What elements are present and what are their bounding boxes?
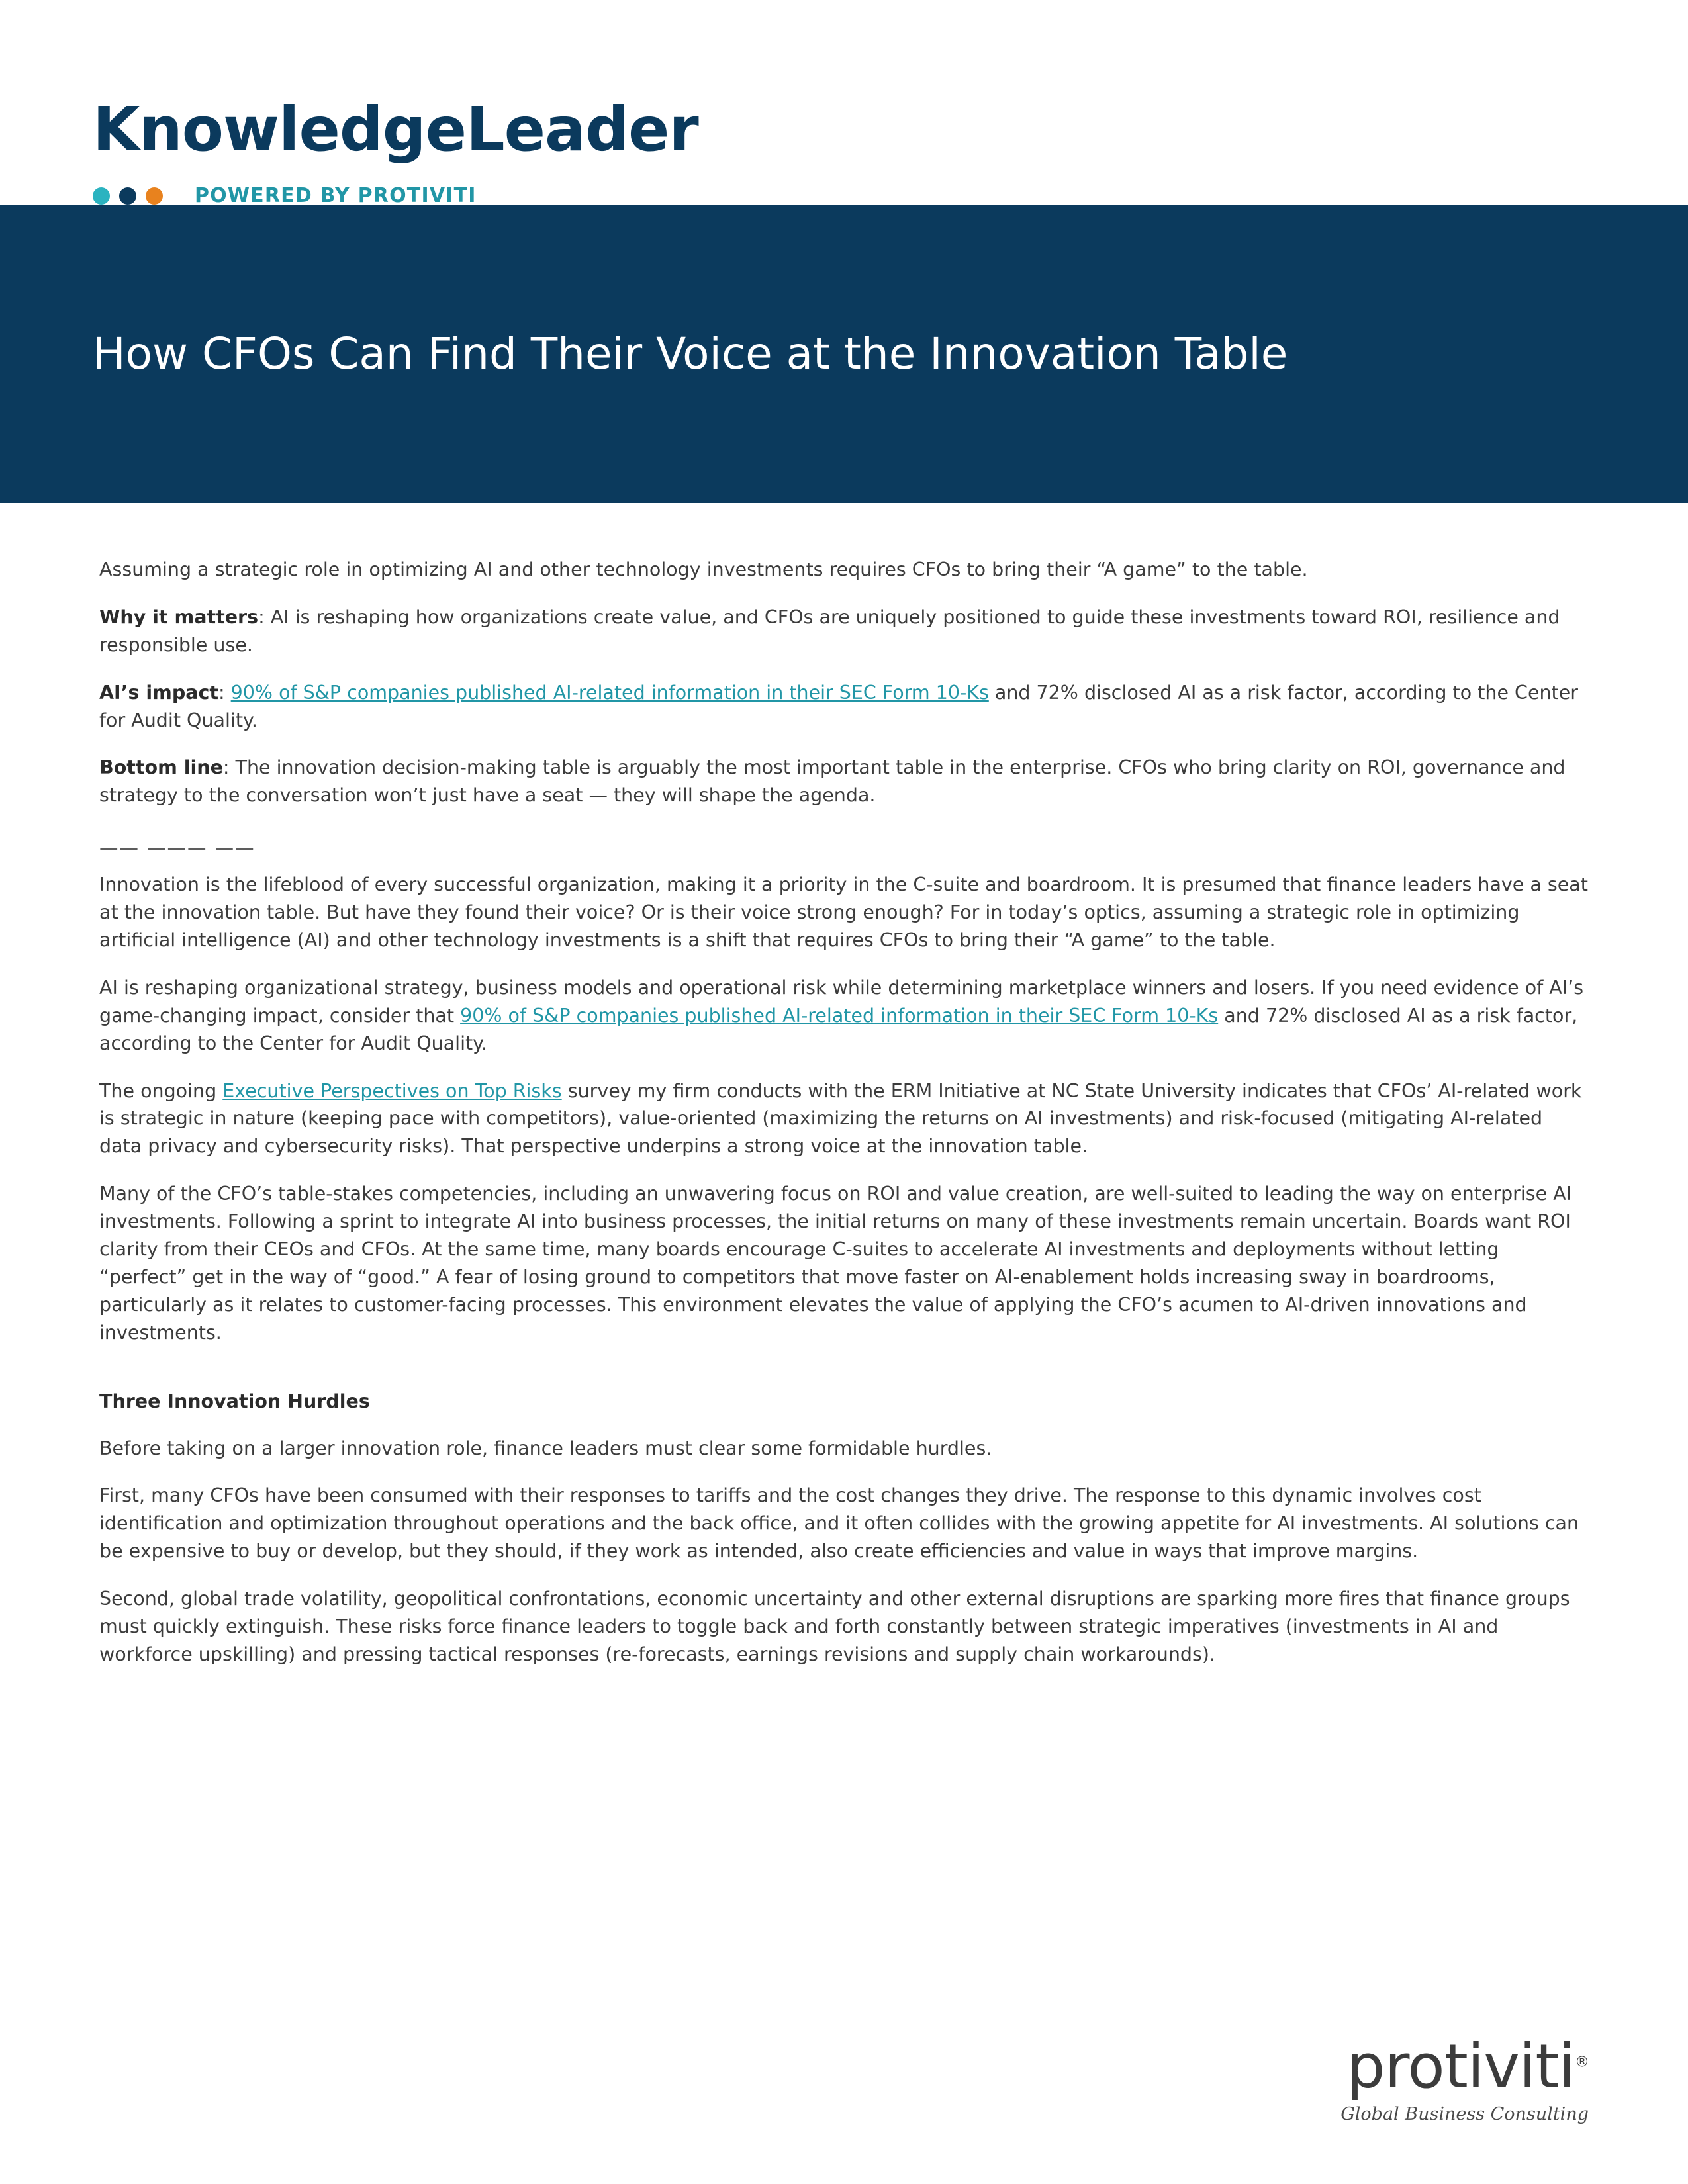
paragraph-3: [99, 1077, 1589, 1161]
paragraph-3-pre: The ongoing: [99, 1079, 223, 1102]
paragraph-1: Innovation is the lifeblood of every successful organization, making it a priority in the C-suite and boardroom. It is presumed that finance leaders have a seat at the innovation table. But have they found their voice? Or is their voice strong enough? For in today’s optics, assuming a strategic role in optimizing artificial intelligence (AI) and other technology investments is a shift that requires CFOs to bring their “A game” to the table.: [99, 874, 1588, 952]
protiviti-wordmark: [1340, 2031, 1589, 2102]
why-it-matters-paragraph: [99, 604, 1589, 659]
page-title: How CFOs Can Find Their Voice at the Innovation Table: [93, 328, 1288, 380]
paragraph-4: Many of the CFO’s table-stakes competencies, including an unwavering focus on ROI and value creation, are well-suited to leading the way on enterprise AI investments. Following a sprint to integrate AI into business processes, the initial returns on many of these investments remain uncertain. Boards want ROI clarity from their CEOs and CFOs. At the same time, many boards encourage C-suites to accelerate AI investments and deployments without letting “perfect” get in the way of “good.” A fear of losing ground to competitors that move faster on AI-enablement holds increasing sway in boardrooms, particularly as it relates to customer-facing processes. This environment elevates the value of applying the CFO’s acumen to AI-driven innovations and investments.: [99, 1183, 1572, 1343]
ai-impact-paragraph: [99, 679, 1589, 735]
paragraph-5: Before taking on a larger innovation role, finance leaders must clear some formidable hurdles.: [99, 1437, 992, 1459]
executive-perspectives-link[interactable]: Executive Perspectives on Top Risks: [222, 1079, 562, 1102]
bottom-line-text: : The innovation decision-making table is arguably the most important table in the enterprise. CFOs who bring clarity on ROI, governance and strategy to the conversation won’t just have a seat — they will shape the agenda.: [99, 756, 1566, 807]
paragraph-7: Second, global trade volatility, geopolitical confrontations, economic uncertainty and other external disruptions are sparking more fires that finance groups must quickly extinguish. These risks force finance leaders to toggle back and forth constantly between strategic imperatives (investments in AI and workforce upskilling) and pressing tactical responses (re-forecasts, earnings revisions and supply chain workarounds).: [99, 1588, 1570, 1665]
paragraph-3-post: survey my firm conducts with the ERM Initiative at NC State University indicates that CFOs’ AI-related work is strategic in nature (keeping pace with competitors), value-oriented (maximizing the returns on AI investments) and risk-focused (mitigating AI-related data privacy and cybersecurity risks). That perspective underpins a strong voice at the innovation table.: [99, 1079, 1582, 1158]
paragraph-2-post: and 72% disclosed AI as a risk factor, according to the Center for Audit Quality.: [99, 1004, 1578, 1054]
section-heading: Three Innovation Hurdles: [99, 1390, 370, 1412]
title-banner: [0, 205, 1688, 503]
lede-paragraph: Assuming a strategic role in optimizing AI and other technology investments requires CFOs to bring their “A game” to the table.: [99, 559, 1308, 580]
section-divider: —— ——— ——: [99, 837, 256, 860]
paragraph-2-pre: AI is reshaping organizational strategy, business models and operational risk while determining marketplace winners and losers. If you need evidence of AI’s game-changing impact, consider that: [99, 976, 1584, 1026]
bottom-line-label: Bottom line: [99, 756, 223, 779]
why-it-matters-text: : AI is reshaping how organizations create value, and CFOs are uniquely positioned to guide these investments toward ROI, resilience and responsible use.: [99, 606, 1560, 656]
protiviti-tagline: Global Business Consulting: [1340, 2104, 1589, 2124]
sp-companies-link[interactable]: 90% of S&P companies published AI-related information in their SEC Form 10-Ks: [460, 1004, 1219, 1026]
paragraph-2: [99, 974, 1589, 1058]
dot-teal-icon: [93, 187, 110, 205]
ai-impact-post: and 72% disclosed AI as a risk factor, according to the Center for Audit Quality.: [99, 681, 1578, 731]
paragraph-6: First, many CFOs have been consumed with their responses to tariffs and the cost changes they drive. The response to this dynamic involves cost identification and optimization throughout operations and the back office, and it often collides with the growing appetite for AI investments. AI solutions can be expensive to buy or develop, but they should, if they work as intended, also create efficiencies and value in ways that improve margins.: [99, 1484, 1579, 1563]
powered-by-label: POWERED BY PROTIVITI: [195, 184, 477, 207]
brand-subtitle-row: [93, 184, 1688, 207]
page-header: [0, 0, 1688, 205]
dot-navy-icon: [119, 187, 136, 205]
protiviti-word-text: protiviti: [1346, 2031, 1575, 2102]
brand-title: KnowledgeLeader: [93, 94, 698, 165]
dot-orange-icon: [146, 187, 163, 205]
ai-impact-link[interactable]: 90% of S&P companies published AI-related information in their SEC Form 10-Ks: [230, 681, 989, 704]
registered-mark-icon: ®: [1575, 2054, 1589, 2071]
protiviti-logo: [1340, 2031, 1589, 2124]
article-body: [0, 503, 1688, 1668]
ai-impact-pre: :: [218, 681, 231, 704]
bottom-line-paragraph: [99, 754, 1589, 809]
why-it-matters-label: Why it matters: [99, 606, 259, 628]
ai-impact-label: AI’s impact: [99, 681, 218, 704]
brand-dots: [93, 187, 163, 205]
